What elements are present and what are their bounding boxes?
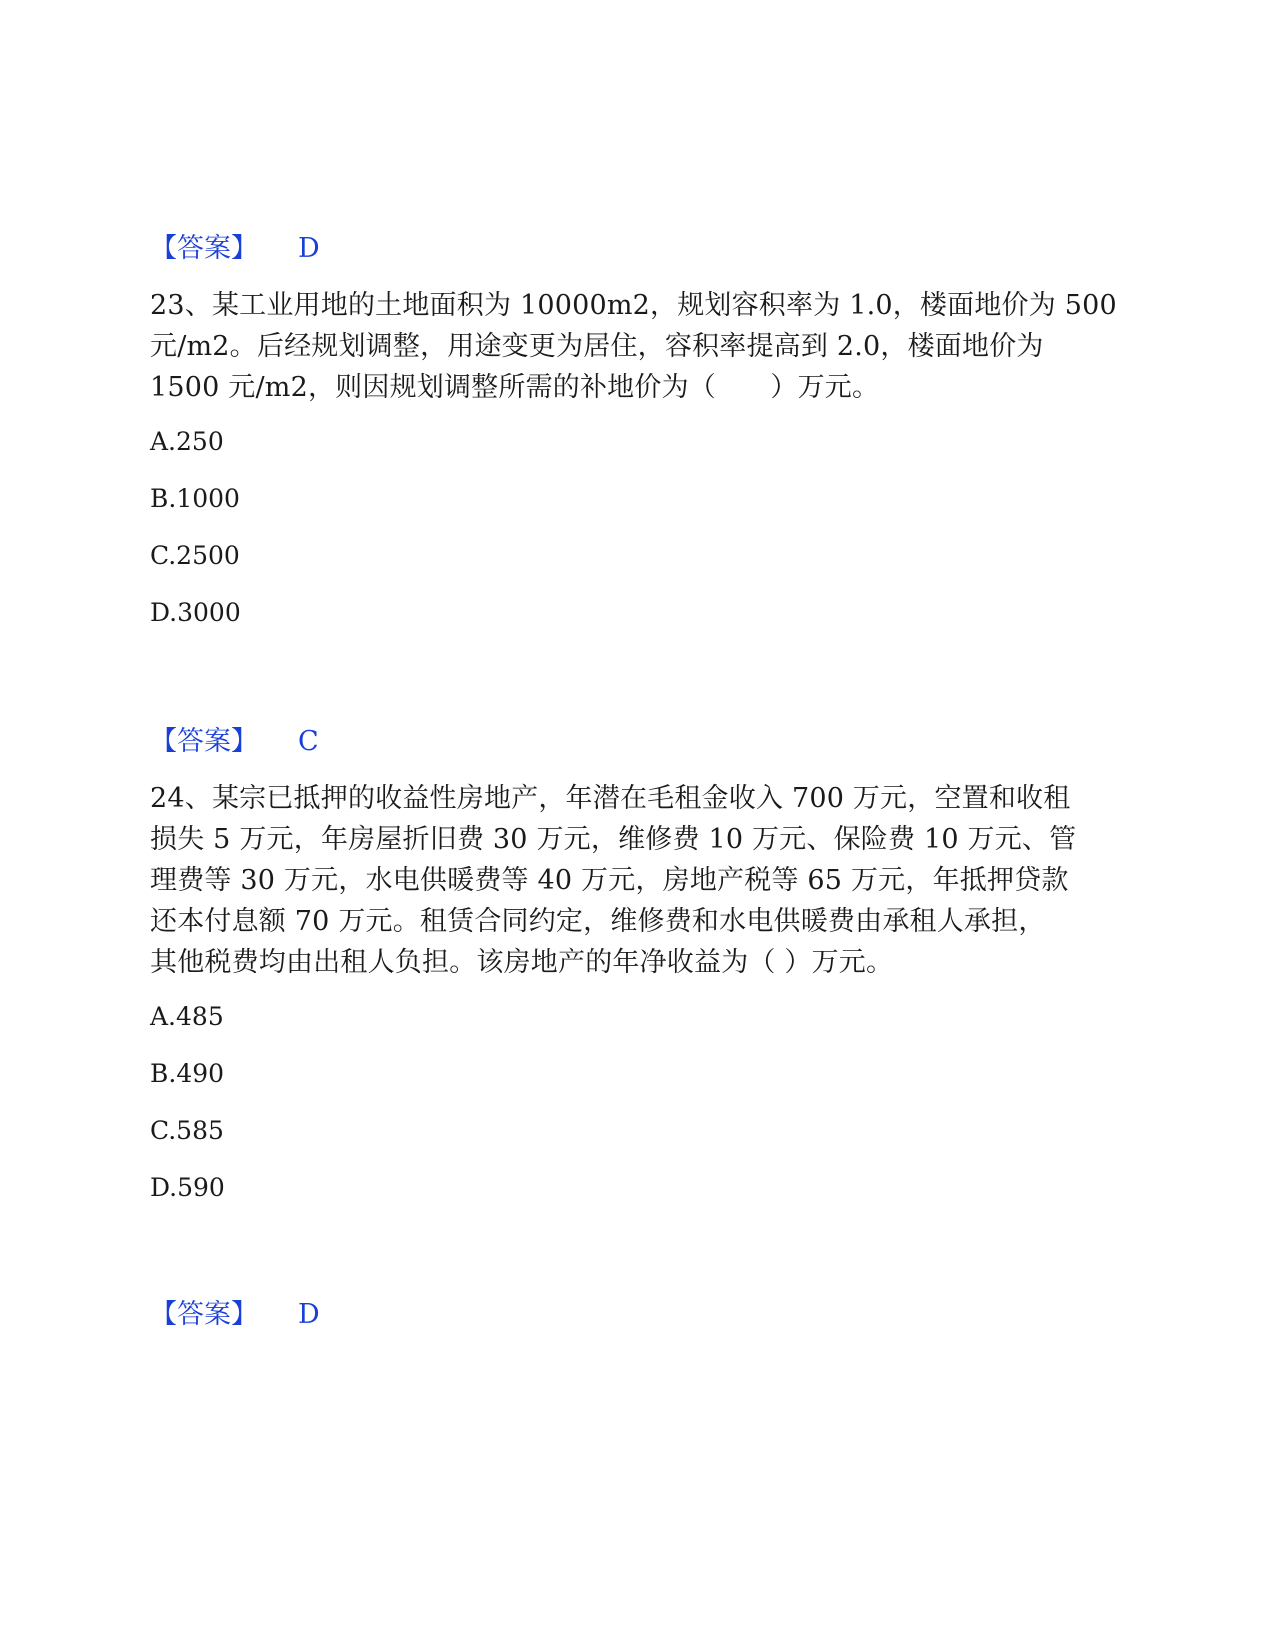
question-line: 24、某宗已抵押的收益性房地产，年潜在毛租金收入 700 万元，空置和收租 <box>150 783 1071 814</box>
answer-value: D <box>298 233 320 264</box>
question-line: 1500 元/m2，则因规划调整所需的补地价为（ ）万元。 <box>150 372 880 403</box>
question-line: 其他税费均由出租人负担。该房地产的年净收益为（ ）万元。 <box>150 947 894 978</box>
question-line: 损失 5 万元，年房屋折旧费 30 万元，维修费 10 万元、保险费 10 万元、管 <box>150 824 1077 855</box>
answer-label: 【答案】 <box>150 1299 258 1330</box>
question-line: 元/m2。后经规划调整，用途变更为居住，容积率提高到 2.0，楼面地价为 <box>150 331 1044 362</box>
answer-value: D <box>298 1299 320 1330</box>
option-d: D.590 <box>150 1173 225 1202</box>
answer-label: 【答案】 <box>150 233 258 264</box>
answer-line <box>150 229 320 269</box>
question-text <box>150 285 1150 408</box>
option-b: B.1000 <box>150 484 240 513</box>
question-line: 还本付息额 70 万元。租赁合同约定，维修费和水电供暖费由承租人承担， <box>150 906 1046 937</box>
answer-line <box>150 722 319 762</box>
answer-label: 【答案】 <box>150 726 258 757</box>
option-c: C.2500 <box>150 541 240 570</box>
question-23 <box>150 285 1150 653</box>
option-c: C.585 <box>150 1116 224 1145</box>
option-b: B.490 <box>150 1059 225 1088</box>
question-line: 23、某工业用地的土地面积为 10000m2，规划容积率为 1.0，楼面地价为 500 <box>150 290 1117 321</box>
option-d: D.3000 <box>150 598 241 627</box>
answer-line <box>150 1295 320 1335</box>
option-a: A.250 <box>150 427 224 456</box>
answer-value: C <box>298 726 319 757</box>
question-24 <box>150 778 1150 1228</box>
option-a: A.485 <box>150 1002 224 1031</box>
question-text <box>150 778 1150 983</box>
question-line: 理费等 30 万元，水电供暖费等 40 万元，房地产税等 65 万元，年抵押贷款 <box>150 865 1069 896</box>
